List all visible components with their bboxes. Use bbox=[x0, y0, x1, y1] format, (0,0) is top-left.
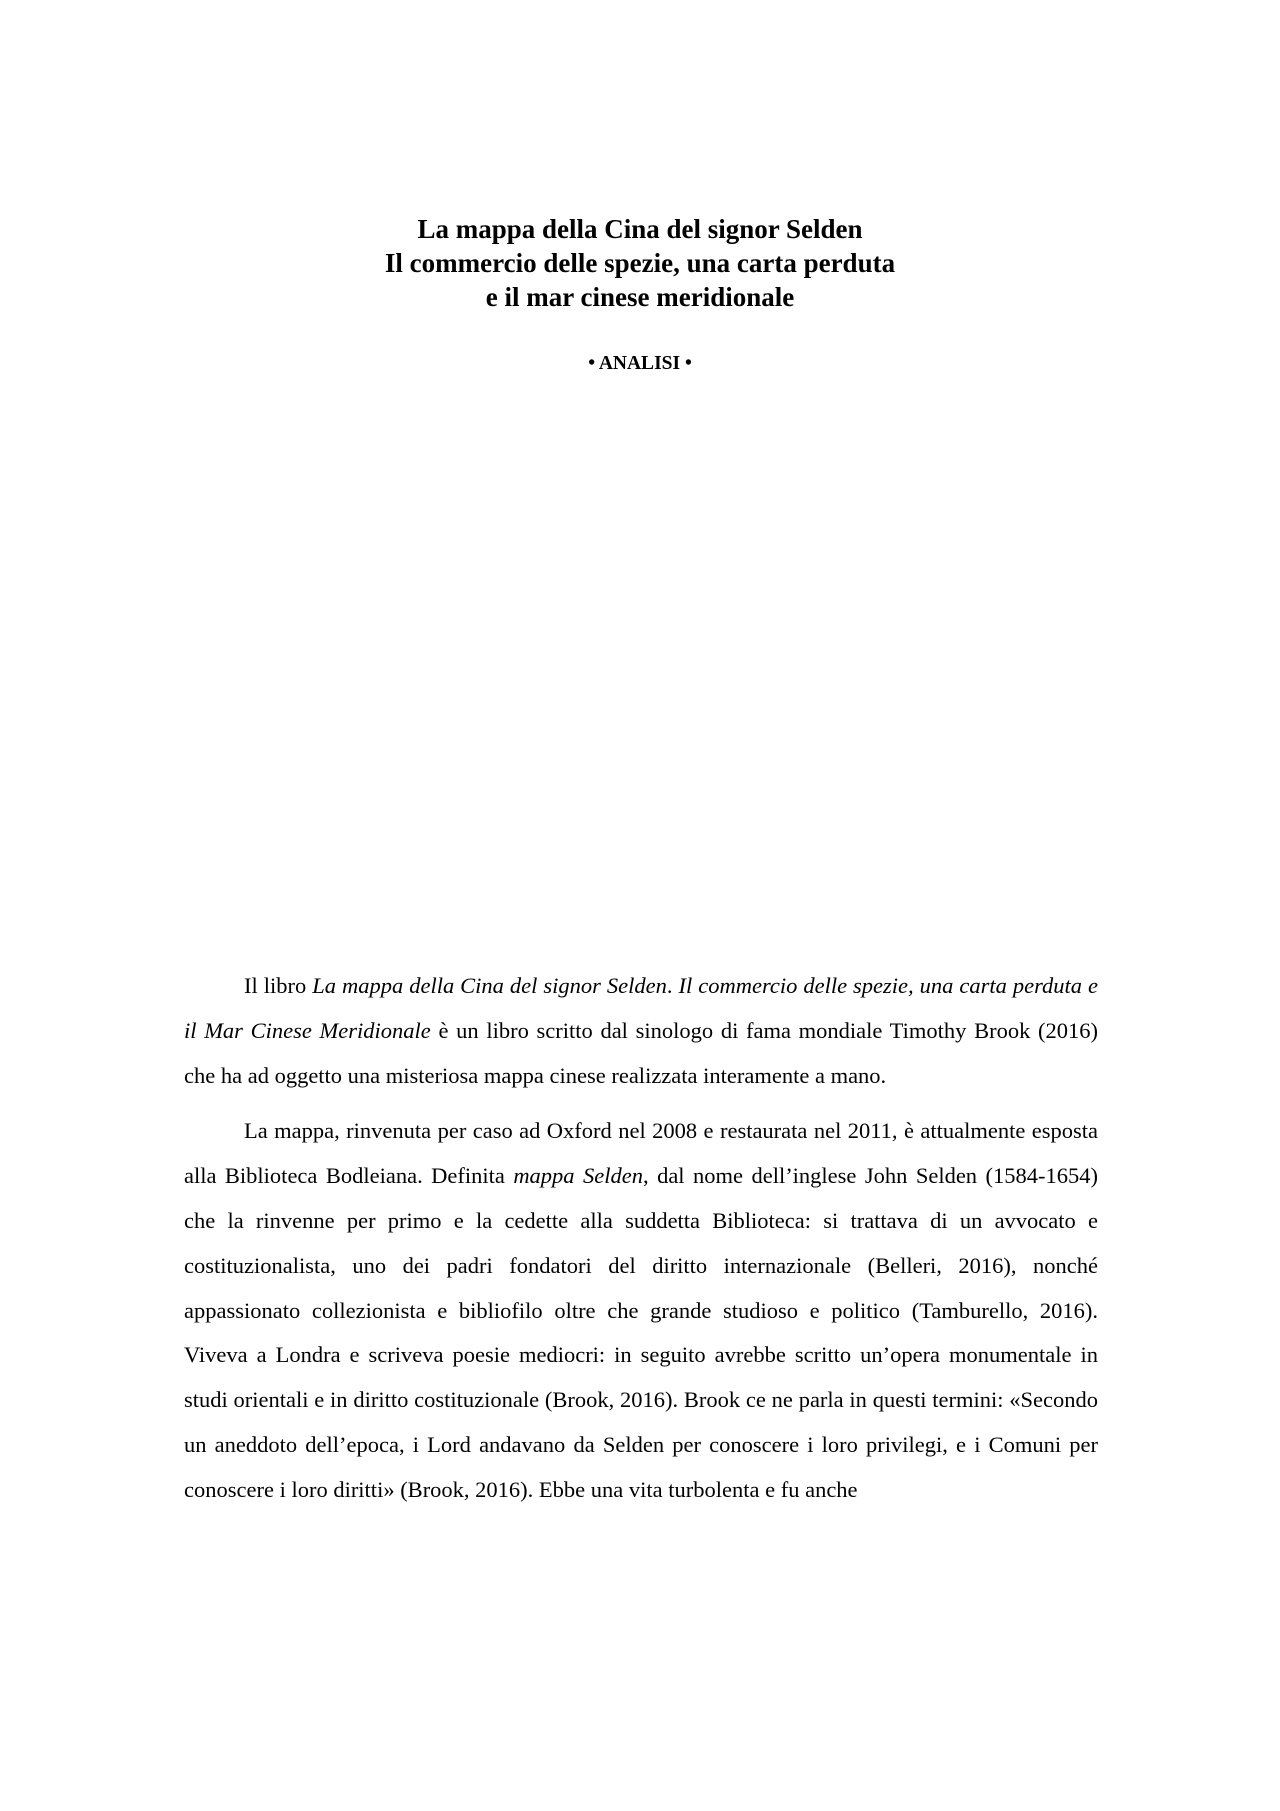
section-label: • ANALISI • bbox=[588, 353, 692, 374]
map-name-italic: mappa Selden bbox=[513, 1163, 643, 1189]
paragraph-2-text-a: La mappa, rinvenuta per caso ad Oxford nel 2008 e restaurata nel 2011, è attualmente esposta alla Biblioteca Bodleiana. Definita bbox=[184, 1118, 1098, 1189]
body-text bbox=[184, 964, 1098, 1513]
paragraph-2-text-b: , dal nome dell’inglese John Selden (1584-1654) che la rinvenne per primo e la cedette alla suddetta Biblioteca: si trattava di un avvocato e costituzionalista, uno dei padri fondatori del diritto internazionale (Belleri, 2016), nonché appassionato collezionista e bibliofilo oltre che grande studioso e politico (Tamburello, 2016). Viveva a Londra e scriveva poesie mediocri: in seguito avrebbe scritto un’opera monumentale in studi orientali e in diritto costituzionale (Brook, 2016). Brook ce ne parla in questi termini: «Secondo un aneddoto dell’epoca, i Lord andavano da Selden per conoscere i loro privilegi, e i Comuni per conoscere i loro diritti» (Brook, 2016). Ebbe una vita turbolenta e fu anche bbox=[184, 1163, 1098, 1502]
title-line-2: Il commercio delle spezie, una carta perduta bbox=[384, 248, 896, 278]
paragraph-2 bbox=[184, 1109, 1098, 1512]
paragraph-1 bbox=[184, 964, 1098, 1098]
book-title-italic: La mappa della Cina del signor Selden bbox=[312, 973, 667, 998]
title-line-3: e il mar cinese meridionale bbox=[485, 282, 795, 312]
document-title bbox=[0, 212, 1280, 314]
paragraph-1-text-c: è un libro scritto dal sinologo di fama mondiale Timothy Brook (2016) che ha ad oggetto una misteriosa mappa cinese realizzata interamente a mano. bbox=[184, 1017, 1098, 1088]
paragraph-1-text-b: . bbox=[666, 973, 679, 998]
book-subtitle-italic: Il commercio delle spezie, una carta perduta e il Mar Cinese Meridionale bbox=[184, 973, 1098, 1043]
title-line-1: La mappa della Cina del signor Selden bbox=[417, 214, 863, 244]
paragraph-1-text-a: Il libro bbox=[244, 973, 313, 998]
